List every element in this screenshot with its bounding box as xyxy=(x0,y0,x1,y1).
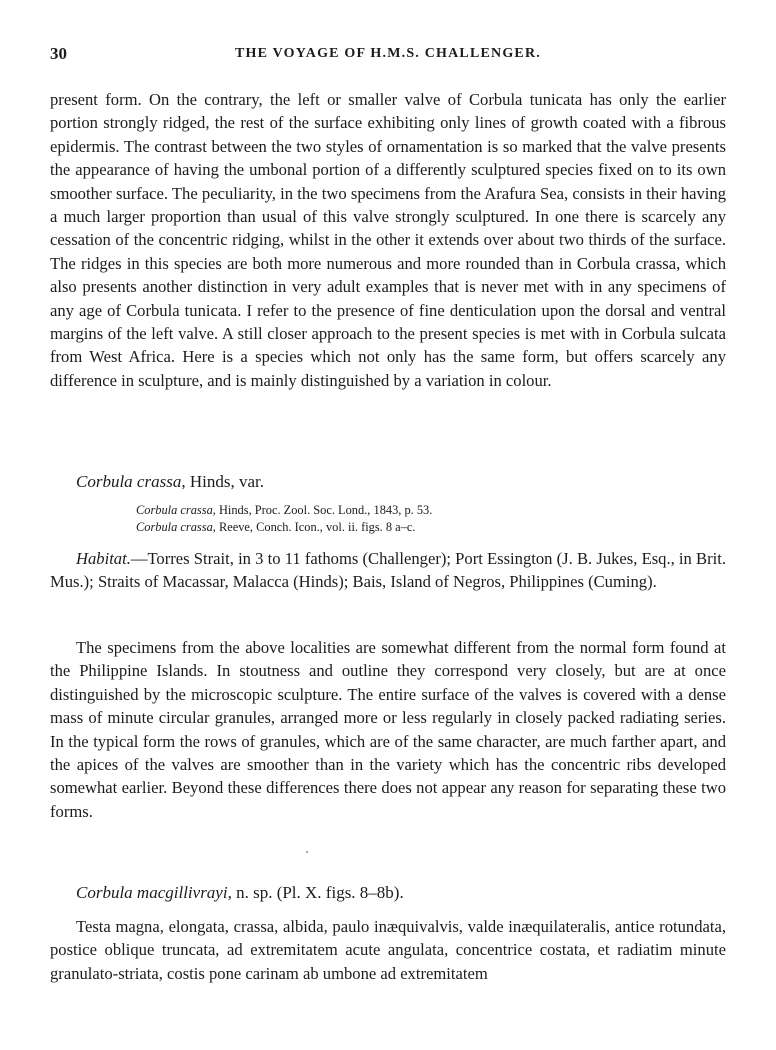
species-2-latin-block xyxy=(50,915,726,985)
page-number: 30 xyxy=(50,44,67,63)
species-2-heading xyxy=(50,881,726,905)
species-2-authority: , n. sp. (Pl. X. figs. 8–8b). xyxy=(227,883,404,902)
intro-paragraph: present form. On the contrary, the left or smaller valve of Corbula tunicata has only the earlier portion strongly ridged, the rest of the surface exhibiting only lines of growth coated with a fibrous epidermis. The contrast between the two styles of ornamentation is so marked that the valve presents the appearance of having the umbonal portion of a differently sculptured species fixed on to its own smoother surface. The peculiarity, in the two specimens from the Arafura Sea, consists in their having a much larger proportion than usual of this valve strongly sculptured. In one there is scarcely any cessation of the concentric ridging, whilst in the other it extends over about two thirds of the surface. The ridges in this species are both more numerous and more rounded than in Corbula crassa, which also presents another distinction in very adult examples that is never met with in any specimens of any age of Corbula tunicata. I refer to the presence of fine denticulation upon the dorsal and ventral margins of the left valve. A still closer approach to the present species is met with in Corbula sulcata from West Africa. Here is a species which not only has the same form, but offers scarcely any difference in sculpture, and is mainly distinguished by a variation in colour. xyxy=(50,90,726,390)
reference-1 xyxy=(136,502,726,519)
stray-mark xyxy=(306,851,308,853)
running-title: THE VOYAGE OF H.M.S. CHALLENGER. xyxy=(235,46,541,61)
species-1-authority: , Hinds, var. xyxy=(181,472,264,491)
page-header xyxy=(50,44,726,68)
species-1-heading xyxy=(50,470,726,494)
reference-1-text: , Hinds, Proc. Zool. Soc. Lond., 1843, p. 53. xyxy=(212,503,433,517)
species-1-description: The specimens from the above localities are somewhat different from the normal form found at the Philippine Islands. In stoutness and outline they correspond very closely, but are at once distinguished by the microscopic sculpture. The entire surface of the valves is covered with a dense mass of minute circular granules, arranged more or less regularly in closely packed radiating series. In the typical form the rows of granules, which are of the same character, are much farther apart, and the apices of the valves are smoother than in the variety which has the concentric ribs developed somewhat earlier. Beyond these differences there does not appear any reason for separating these two forms. xyxy=(50,638,726,821)
species-1-description-block xyxy=(50,636,726,823)
species-1-name: Corbula crassa xyxy=(76,472,182,491)
habitat-text: —Torres Strait, in 3 to 11 fathoms (Challenger); Port Essington (J. B. Jukes, Esq., in Brit. Mus.); Straits of Macassar, Malacca (Hinds); Bais, Island of Negros, Philippines (Cuming). xyxy=(50,549,726,592)
reference-1-name: Corbula crassa xyxy=(136,503,213,517)
reference-2-name: Corbula crassa xyxy=(136,520,213,534)
habitat-block xyxy=(50,547,726,594)
species-1-references xyxy=(136,502,726,536)
species-2-name: Corbula macgillivrayi xyxy=(76,883,228,902)
reference-2-text: , Reeve, Conch. Icon., vol. ii. figs. 8 a–c. xyxy=(212,520,416,534)
species-2-latin-description: Testa magna, elongata, crassa, albida, paulo inæquivalvis, valde inæquilateralis, antice rotundata, postice oblique truncata, ad extremitatem acute angulata, concentrice costata, et radiatim minute granulato-striata, costis pone carinam ab umbone ad extremitatem xyxy=(50,917,726,983)
intro-paragraph-block xyxy=(50,88,726,392)
reference-2 xyxy=(136,519,726,536)
habitat-label: Habitat. xyxy=(76,549,131,568)
habitat-paragraph xyxy=(50,547,726,594)
